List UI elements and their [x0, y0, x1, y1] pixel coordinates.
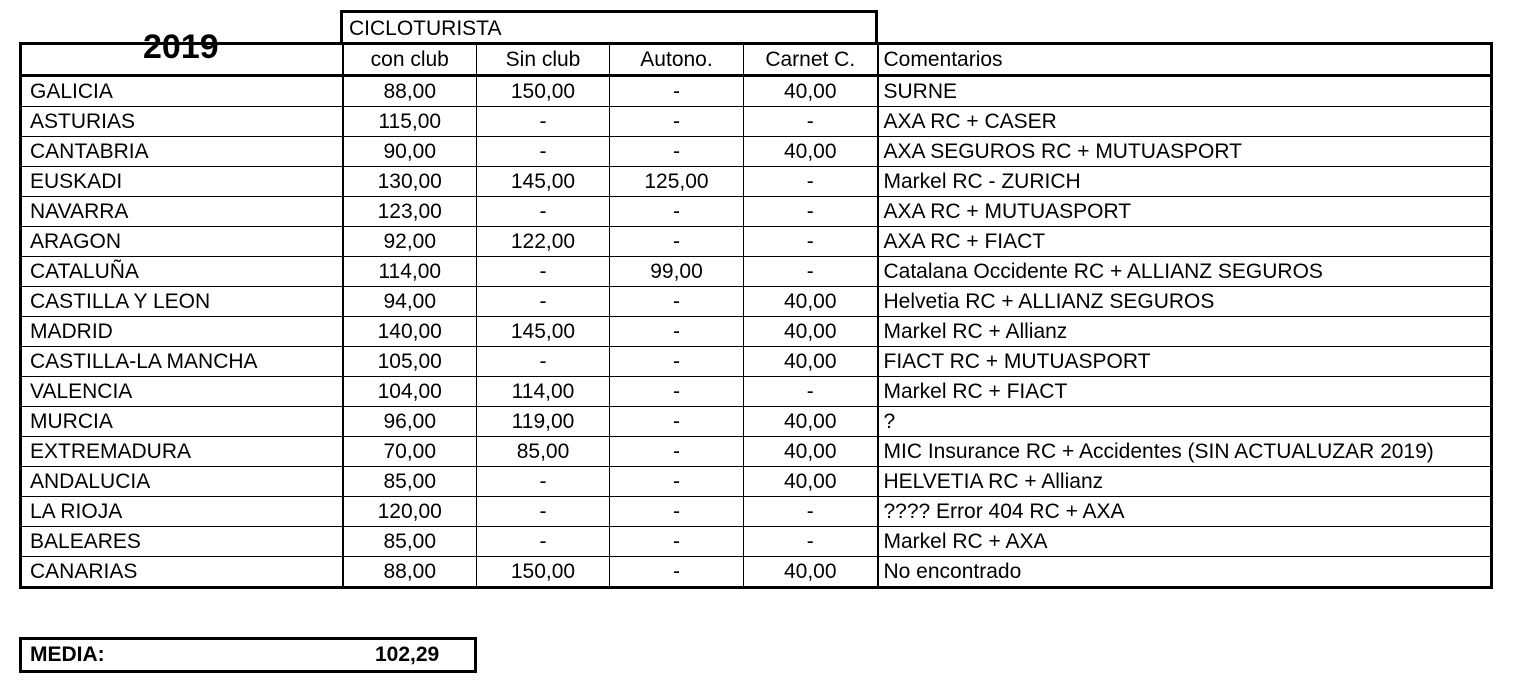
cell-region: ASTURIAS [21, 107, 343, 137]
header-autono: Autono. [610, 44, 744, 76]
cell-comentario: Markel RC - ZURICH [878, 167, 1492, 197]
header-carnet: Carnet C. [744, 44, 878, 76]
cell-carnet: 40,00 [744, 317, 878, 347]
table-row [21, 197, 1492, 227]
cell-con-club: 96,00 [343, 407, 477, 437]
table-row [21, 497, 1492, 527]
year-title: 2019 [143, 28, 219, 66]
media-value: 102,29 [375, 643, 440, 666]
cell-region: ARAGON [21, 227, 343, 257]
cell-comentario: HELVETIA RC + Allianz [878, 467, 1492, 497]
cell-region: MADRID [21, 317, 343, 347]
media-summary-box [19, 637, 477, 673]
table-row [21, 407, 1492, 437]
cell-sin-club: - [477, 497, 610, 527]
media-label: MEDIA: [30, 643, 105, 666]
cell-sin-club: - [477, 347, 610, 377]
cell-autono: - [610, 137, 744, 167]
cell-sin-club: 122,00 [477, 227, 610, 257]
cell-region: NAVARRA [21, 197, 343, 227]
cell-autono: - [610, 227, 744, 257]
table-row [21, 317, 1492, 347]
cell-sin-club: - [477, 257, 610, 287]
cell-con-club: 92,00 [343, 227, 477, 257]
cell-autono: - [610, 287, 744, 317]
cicloturista-group-header [340, 10, 878, 43]
cell-sin-club: 145,00 [477, 317, 610, 347]
group-header-label: CICLOTURISTA [349, 17, 502, 40]
cell-autono: - [610, 197, 744, 227]
cell-region: CANARIAS [21, 557, 343, 588]
cell-carnet: - [744, 497, 878, 527]
cell-carnet: - [744, 257, 878, 287]
cell-sin-club: - [477, 107, 610, 137]
table-row [21, 76, 1492, 107]
cell-con-club: 94,00 [343, 287, 477, 317]
cell-comentario: AXA RC + MUTUASPORT [878, 197, 1492, 227]
cell-con-club: 70,00 [343, 437, 477, 467]
cell-sin-club: - [477, 287, 610, 317]
cell-con-club: 114,00 [343, 257, 477, 287]
table-row [21, 557, 1492, 588]
header-con-club: con club [343, 44, 477, 76]
cell-carnet: 40,00 [744, 347, 878, 377]
cell-carnet: 40,00 [744, 437, 878, 467]
cell-con-club: 115,00 [343, 107, 477, 137]
fees-table [19, 42, 1493, 589]
cell-comentario: SURNE [878, 76, 1492, 107]
cell-con-club: 130,00 [343, 167, 477, 197]
table-row [21, 527, 1492, 557]
cell-autono: - [610, 76, 744, 107]
cell-con-club: 104,00 [343, 377, 477, 407]
cell-sin-club: 150,00 [477, 557, 610, 588]
cell-carnet: 40,00 [744, 76, 878, 107]
table-row [21, 137, 1492, 167]
cell-carnet: - [744, 377, 878, 407]
cell-carnet: - [744, 197, 878, 227]
cell-con-club: 140,00 [343, 317, 477, 347]
cell-region: ANDALUCIA [21, 467, 343, 497]
cell-comentario: MIC Insurance RC + Accidentes (SIN ACTUALUZAR 2019) [878, 437, 1492, 467]
cell-comentario: No encontrado [878, 557, 1492, 588]
cell-con-club: 90,00 [343, 137, 477, 167]
cell-comentario: ? [878, 407, 1492, 437]
cell-carnet: 40,00 [744, 287, 878, 317]
header-region-blank [21, 44, 343, 76]
cell-sin-club: 85,00 [477, 437, 610, 467]
cell-autono: - [610, 437, 744, 467]
cell-sin-club: - [477, 527, 610, 557]
cell-region: CANTABRIA [21, 137, 343, 167]
cell-autono: - [610, 527, 744, 557]
table-row [21, 257, 1492, 287]
table-row [21, 167, 1492, 197]
cell-sin-club: 150,00 [477, 76, 610, 107]
cell-comentario: Markel RC + FIACT [878, 377, 1492, 407]
table-row [21, 467, 1492, 497]
cell-con-club: 105,00 [343, 347, 477, 377]
cell-con-club: 85,00 [343, 467, 477, 497]
cell-carnet: - [744, 107, 878, 137]
cell-region: BALEARES [21, 527, 343, 557]
table-row [21, 227, 1492, 257]
table-row [21, 437, 1492, 467]
cell-comentario: Catalana Occidente RC + ALLIANZ SEGUROS [878, 257, 1492, 287]
table-row [21, 377, 1492, 407]
cell-comentario: ???? Error 404 RC + AXA [878, 497, 1492, 527]
cell-sin-club: 119,00 [477, 407, 610, 437]
cell-region: LA RIOJA [21, 497, 343, 527]
cell-region: EUSKADI [21, 167, 343, 197]
header-comentarios: Comentarios [878, 44, 1492, 76]
table-row [21, 107, 1492, 137]
cell-autono: - [610, 317, 744, 347]
cell-region: CASTILLA-LA MANCHA [21, 347, 343, 377]
cell-carnet: - [744, 527, 878, 557]
cell-comentario: AXA SEGUROS RC + MUTUASPORT [878, 137, 1492, 167]
cell-sin-club: - [477, 467, 610, 497]
cell-comentario: AXA RC + CASER [878, 107, 1492, 137]
cell-autono: - [610, 557, 744, 588]
cell-autono: - [610, 377, 744, 407]
cell-con-club: 123,00 [343, 197, 477, 227]
cell-carnet: - [744, 167, 878, 197]
cell-autono: - [610, 407, 744, 437]
cell-comentario: AXA RC + FIACT [878, 227, 1492, 257]
cell-carnet: 40,00 [744, 557, 878, 588]
cell-region: CASTILLA Y LEON [21, 287, 343, 317]
cell-con-club: 85,00 [343, 527, 477, 557]
cell-region: GALICIA [21, 76, 343, 107]
cell-sin-club: - [477, 197, 610, 227]
cell-sin-club: 145,00 [477, 167, 610, 197]
table-row [21, 287, 1492, 317]
cell-autono: 99,00 [610, 257, 744, 287]
cell-carnet: 40,00 [744, 467, 878, 497]
cell-region: MURCIA [21, 407, 343, 437]
cell-comentario: FIACT RC + MUTUASPORT [878, 347, 1492, 377]
cell-comentario: Markel RC + AXA [878, 527, 1492, 557]
table-header-row [21, 44, 1492, 76]
cell-carnet: 40,00 [744, 137, 878, 167]
table-row [21, 347, 1492, 377]
cell-carnet: 40,00 [744, 407, 878, 437]
header-sin-club: Sin club [477, 44, 610, 76]
table-body [21, 76, 1492, 588]
cell-con-club: 120,00 [343, 497, 477, 527]
cell-region: CATALUÑA [21, 257, 343, 287]
cell-comentario: Helvetia RC + ALLIANZ SEGUROS [878, 287, 1492, 317]
cell-autono: - [610, 107, 744, 137]
cell-autono: 125,00 [610, 167, 744, 197]
cell-autono: - [610, 347, 744, 377]
cell-sin-club: - [477, 137, 610, 167]
cell-con-club: 88,00 [343, 557, 477, 588]
cell-region: VALENCIA [21, 377, 343, 407]
cell-con-club: 88,00 [343, 76, 477, 107]
cell-carnet: - [744, 227, 878, 257]
cell-sin-club: 114,00 [477, 377, 610, 407]
cell-autono: - [610, 497, 744, 527]
cell-comentario: Markel RC + Allianz [878, 317, 1492, 347]
cell-region: EXTREMADURA [21, 437, 343, 467]
cell-autono: - [610, 467, 744, 497]
